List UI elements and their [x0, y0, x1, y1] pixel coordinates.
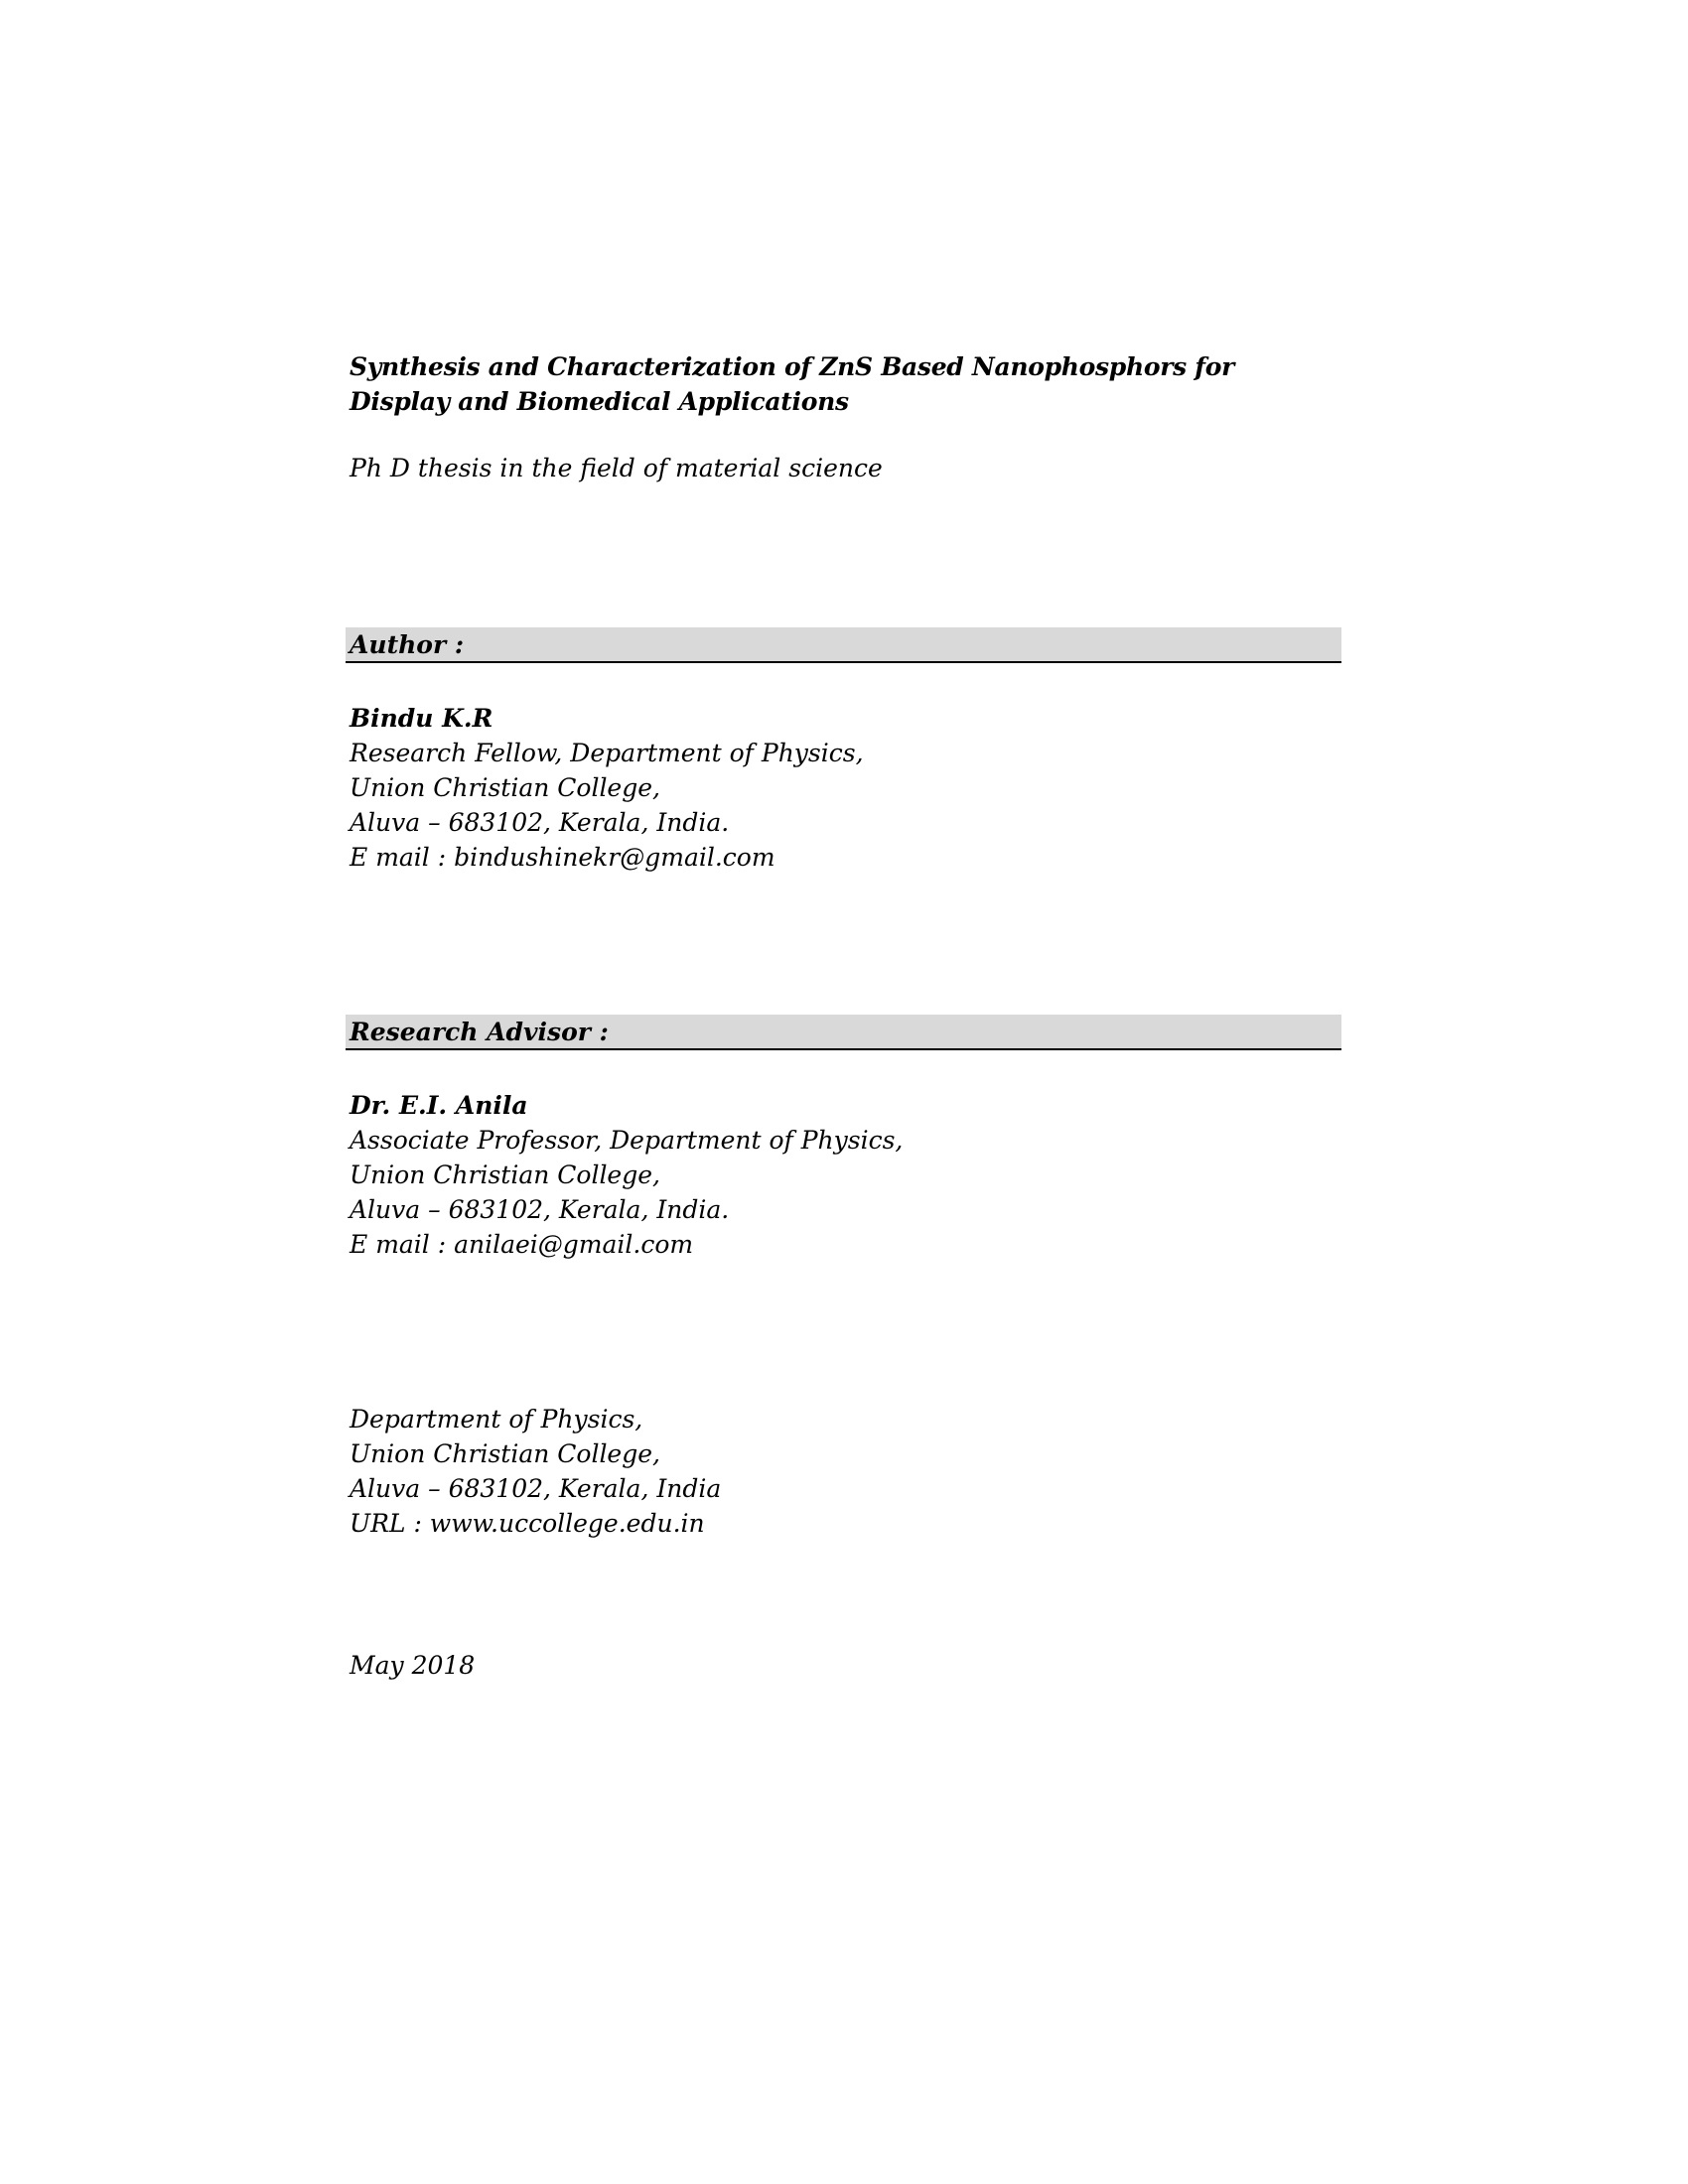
- thesis-subtitle: Ph D thesis in the field of material science: [350, 454, 883, 482]
- advisor-email: E mail : anilaei@gmail.com: [350, 1230, 694, 1259]
- author-line: Research Fellow, Department of Physics,: [350, 739, 864, 767]
- author-email: E mail : bindushinekr@gmail.com: [350, 843, 775, 872]
- institution-line: Aluva – 683102, Kerala, India: [350, 1474, 722, 1503]
- institution-url: URL : www.uccollege.edu.in: [350, 1509, 705, 1538]
- advisor-details: [350, 1088, 1342, 1262]
- institution-line: Union Christian College,: [350, 1439, 660, 1468]
- publication-date: May 2018: [350, 1651, 476, 1680]
- advisor-name: Dr. E.I. Anila: [350, 1091, 528, 1120]
- advisor-line: Union Christian College,: [350, 1160, 660, 1189]
- advisor-line: Associate Professor, Department of Physics,: [350, 1126, 904, 1155]
- author-header-label: Author :: [350, 630, 465, 659]
- institution-line: Department of Physics,: [350, 1405, 643, 1433]
- author-section-header: [346, 627, 1341, 663]
- thesis-title: Synthesis and Characterization of ZnS Based Nanophosphors for Display and Biomedical Applications: [350, 352, 1234, 416]
- author-line: Union Christian College,: [350, 773, 660, 802]
- advisor-line: Aluva – 683102, Kerala, India.: [350, 1195, 730, 1224]
- institution-details: [350, 1402, 1342, 1541]
- advisor-section-header: [346, 1015, 1341, 1050]
- author-name: Bindu K.R: [350, 704, 493, 733]
- advisor-header-label: Research Advisor :: [350, 1018, 609, 1046]
- date-block: [350, 1648, 1342, 1683]
- title-block: [350, 349, 1342, 485]
- author-details: [350, 701, 1342, 875]
- author-line: Aluva – 683102, Kerala, India.: [350, 808, 730, 837]
